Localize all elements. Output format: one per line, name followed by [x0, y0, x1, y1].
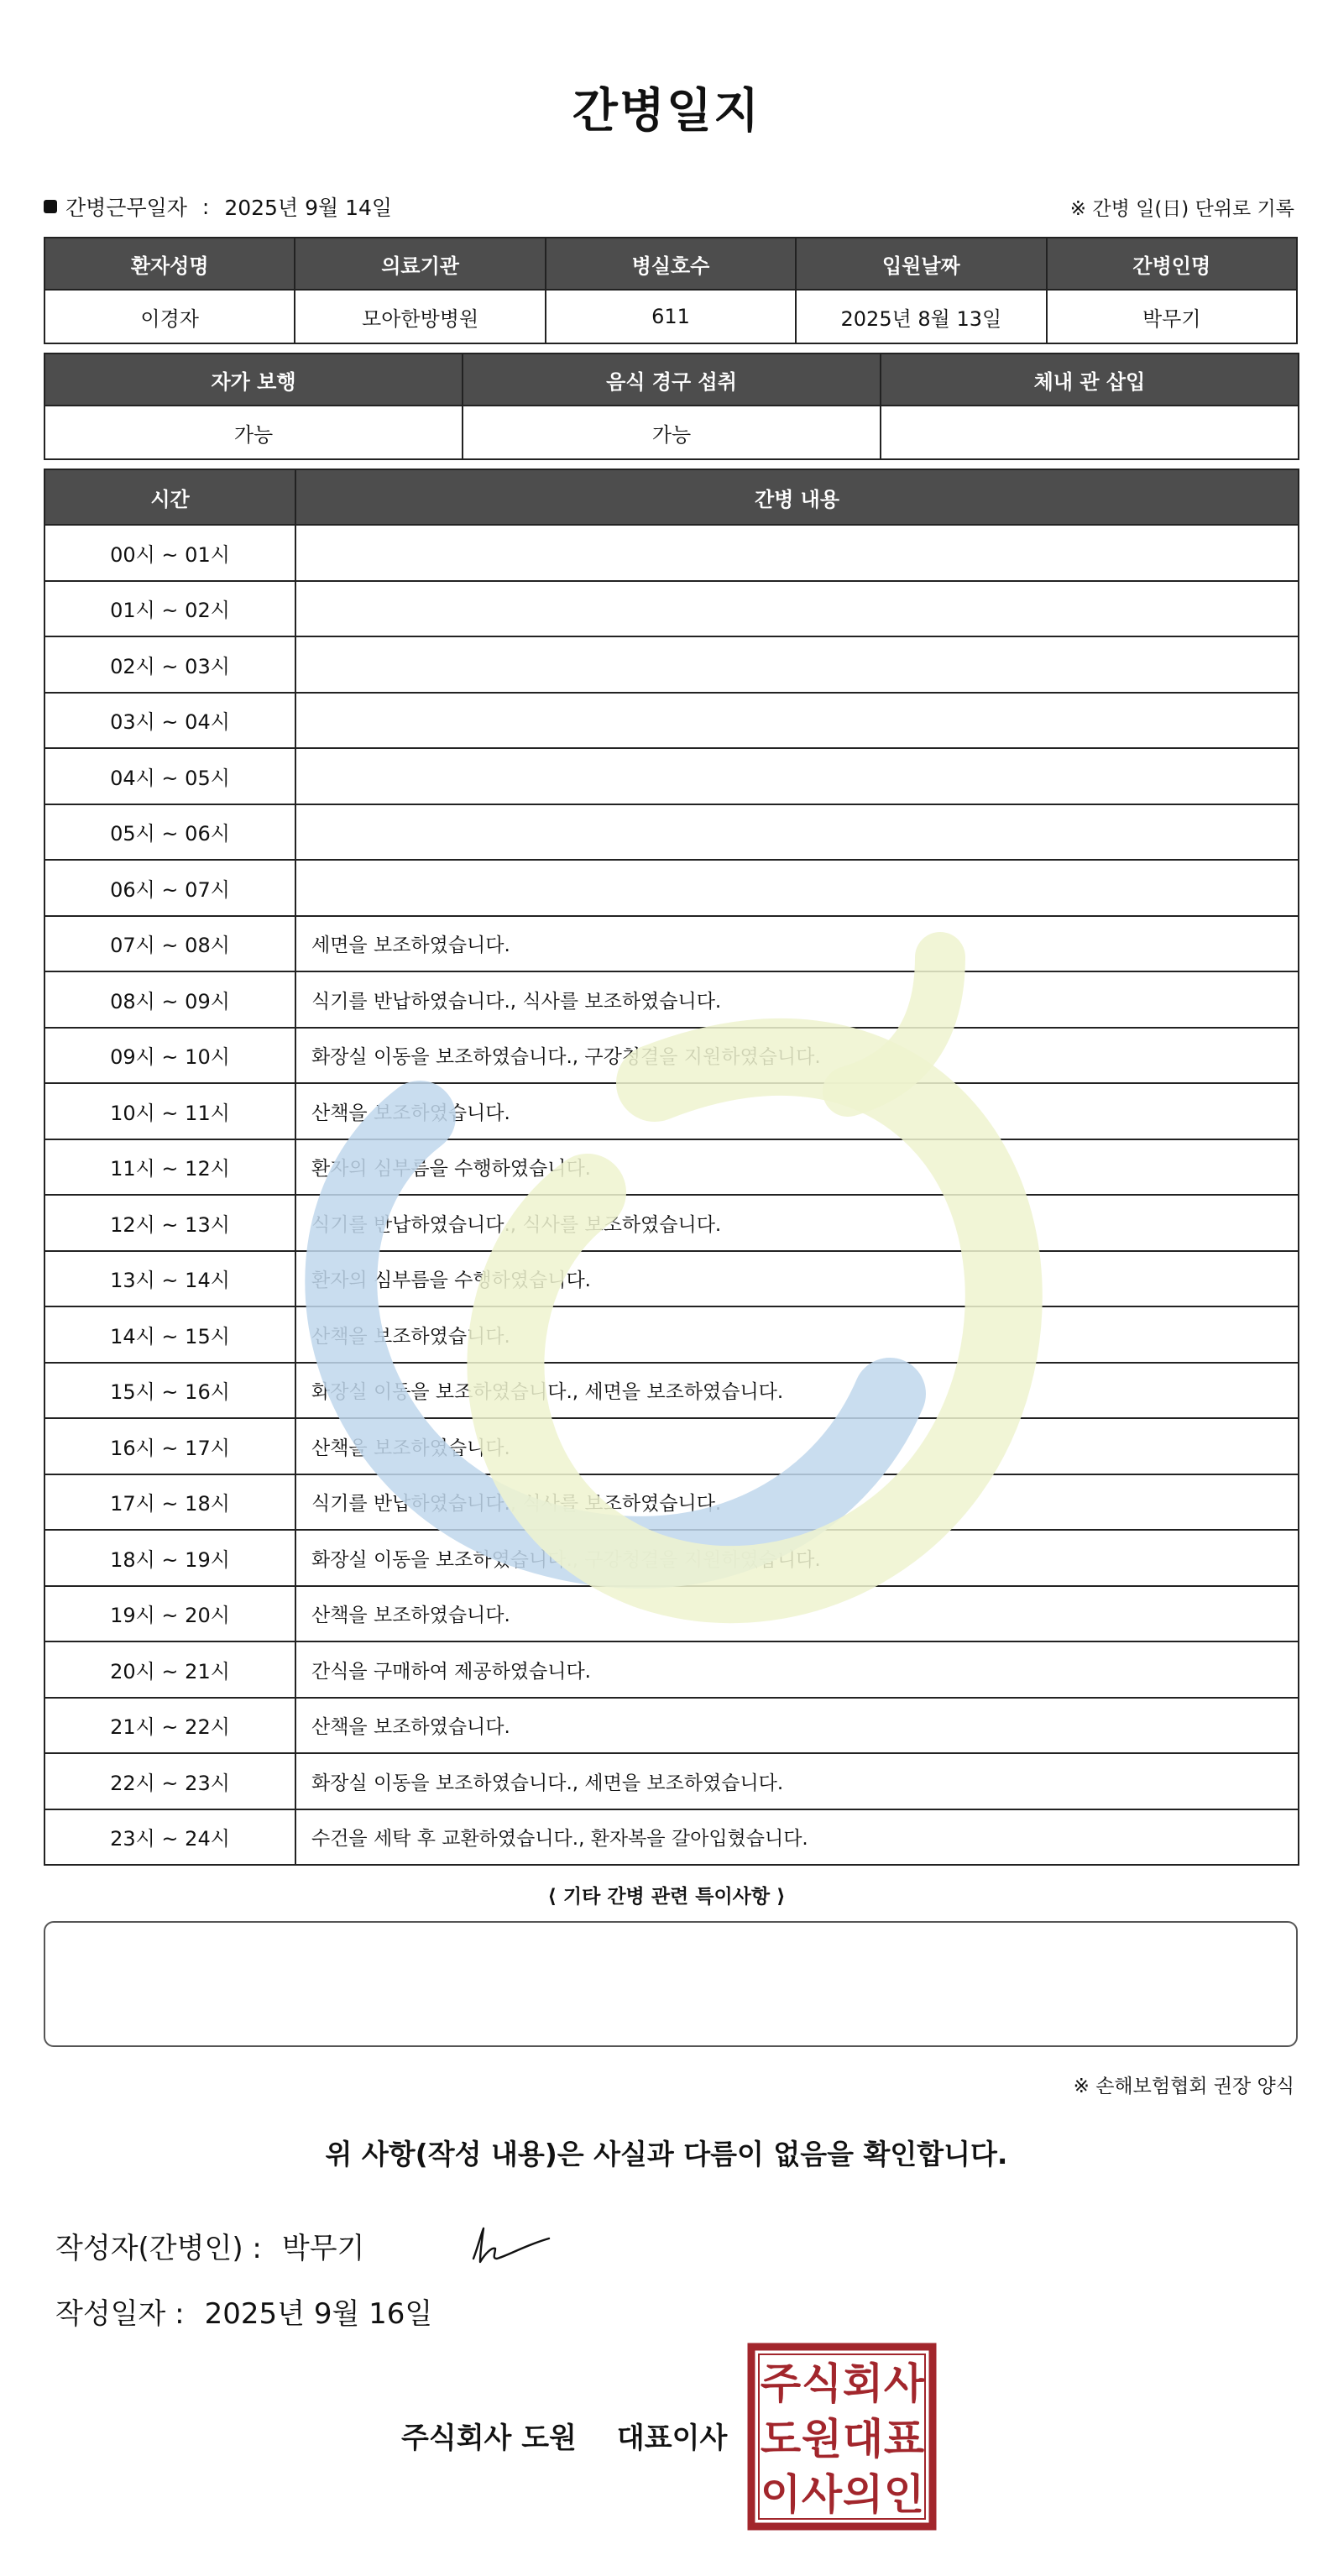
care-log-row	[44, 1641, 1299, 1698]
oral-intake-value: 가능	[463, 406, 881, 459]
log-content: 식기를 반납하였습니다., 식사를 보조하였습니다.	[295, 1195, 1299, 1251]
care-log-row	[44, 525, 1299, 581]
log-time: 10시 ~ 11시	[44, 1083, 295, 1139]
care-log-table	[44, 469, 1299, 1866]
patient-status-value-row	[44, 406, 1299, 459]
care-log-row	[44, 804, 1299, 861]
recommend-note: ※ 손해보험협회 권장 양식	[1073, 2076, 1294, 2097]
log-content: 산책을 보조하였습니다.	[295, 1418, 1299, 1474]
log-content: 환자의 심부름을 수행하였습니다.	[295, 1139, 1299, 1196]
work-date-line	[44, 191, 392, 222]
log-time: 00시 ~ 01시	[44, 525, 295, 581]
room-number: 611	[546, 290, 796, 343]
log-time: 23시 ~ 24시	[44, 1809, 295, 1866]
log-time: 18시 ~ 19시	[44, 1530, 295, 1586]
care-log-row	[44, 748, 1299, 804]
handwritten-signature	[467, 2220, 559, 2267]
log-content: 세면을 보조하였습니다.	[295, 916, 1299, 972]
care-log-row	[44, 1306, 1299, 1363]
patient-name: 이경자	[44, 290, 295, 343]
care-log-row	[44, 971, 1299, 1028]
log-content	[295, 748, 1299, 804]
log-time: 11시 ~ 12시	[44, 1139, 295, 1196]
work-date-value: 2025년 9월 14일	[224, 196, 393, 220]
care-log-row	[44, 1530, 1299, 1586]
care-log-row	[44, 1028, 1299, 1084]
log-time: 14시 ~ 15시	[44, 1306, 295, 1363]
log-time: 13시 ~ 14시	[44, 1251, 295, 1307]
log-time: 16시 ~ 17시	[44, 1418, 295, 1474]
care-log-row	[44, 693, 1299, 749]
confirmation-statement: 위 사항(작성 내용)은 사실과 다름이 없음을 확인합니다.	[325, 2138, 1008, 2170]
written-date-value: 2025년 9월 16일	[204, 2297, 433, 2331]
care-log-row	[44, 916, 1299, 972]
header-self-walking: 자가 보행	[44, 353, 463, 406]
log-content	[295, 525, 1299, 581]
log-time: 08시 ~ 09시	[44, 971, 295, 1028]
log-content	[295, 860, 1299, 916]
seal-character: 원	[801, 2415, 843, 2463]
log-time: 07시 ~ 08시	[44, 916, 295, 972]
log-time: 19시 ~ 20시	[44, 1586, 295, 1642]
header-care-content: 간병 내용	[295, 469, 1299, 525]
log-content	[295, 636, 1299, 693]
self-walking-value: 가능	[44, 406, 463, 459]
seal-character: 표	[883, 2415, 925, 2463]
author-name: 박무기	[281, 2232, 365, 2265]
care-log-row	[44, 1418, 1299, 1474]
care-log-row	[44, 1083, 1299, 1139]
log-content: 식기를 반납하였습니다., 식사를 보조하였습니다.	[295, 1474, 1299, 1531]
care-log-row	[44, 1753, 1299, 1809]
log-time: 21시 ~ 22시	[44, 1698, 295, 1754]
log-content: 환자의 심부름을 수행하였습니다.	[295, 1251, 1299, 1307]
care-log-row	[44, 1809, 1299, 1866]
seal-character: 식	[801, 2359, 843, 2408]
patient-info-header-row	[44, 238, 1297, 290]
log-content: 간식을 구매하여 제공하였습니다.	[295, 1641, 1299, 1698]
care-log-row	[44, 1251, 1299, 1307]
care-log-row	[44, 1139, 1299, 1196]
log-content: 산책을 보조하였습니다.	[295, 1306, 1299, 1363]
company-name: 주식회사 도원	[401, 2422, 577, 2455]
seal-character: 주	[760, 2359, 802, 2408]
patient-info-value-row	[44, 290, 1297, 343]
patient-status-header-row	[44, 353, 1299, 406]
header-hospital: 의료기관	[295, 238, 545, 290]
care-log-row	[44, 581, 1299, 637]
notes-box	[44, 1921, 1298, 2047]
log-time: 09시 ~ 10시	[44, 1028, 295, 1084]
log-content: 산책을 보조하였습니다.	[295, 1698, 1299, 1754]
log-content: 산책을 보조하였습니다.	[295, 1586, 1299, 1642]
log-content: 화장실 이동을 보조하였습니다., 구강청결을 지원하였습니다.	[295, 1530, 1299, 1586]
seal-character: 이	[760, 2470, 802, 2519]
document-title: 간병일지	[572, 84, 761, 139]
log-time: 12시 ~ 13시	[44, 1195, 295, 1251]
seal-character: 도	[760, 2415, 802, 2463]
log-content	[295, 804, 1299, 861]
tube-insertion-value	[881, 406, 1299, 459]
square-bullet-icon	[44, 200, 57, 213]
log-content	[295, 581, 1299, 637]
log-time: 02시 ~ 03시	[44, 636, 295, 693]
header-time: 시간	[44, 469, 295, 525]
care-log-row	[44, 636, 1299, 693]
header-room: 병실호수	[546, 238, 796, 290]
log-content	[295, 693, 1299, 749]
care-log-row	[44, 1195, 1299, 1251]
company-seal-stamp	[747, 2343, 937, 2531]
log-time: 05시 ~ 06시	[44, 804, 295, 861]
header-admission-date: 입원날짜	[796, 238, 1046, 290]
log-time: 20시 ~ 21시	[44, 1641, 295, 1698]
care-log-row	[44, 1586, 1299, 1642]
seal-character: 인	[883, 2470, 925, 2519]
log-time: 06시 ~ 07시	[44, 860, 295, 916]
care-log-body	[44, 525, 1299, 1865]
care-log-row	[44, 1363, 1299, 1419]
log-time: 22시 ~ 23시	[44, 1753, 295, 1809]
log-content: 화장실 이동을 보조하였습니다., 구강청결을 지원하였습니다.	[295, 1028, 1299, 1084]
company-title: 대표이사	[616, 2422, 728, 2455]
log-time: 03시 ~ 04시	[44, 693, 295, 749]
log-content: 화장실 이동을 보조하였습니다., 세면을 보조하였습니다.	[295, 1753, 1299, 1809]
caregiver-name: 박무기	[1047, 290, 1297, 343]
unit-note: ※ 간병 일(日) 단위로 기록	[1069, 198, 1294, 220]
header-caregiver-name: 간병인명	[1047, 238, 1297, 290]
log-time: 17시 ~ 18시	[44, 1474, 295, 1531]
log-content: 식기를 반납하였습니다., 식사를 보조하였습니다.	[295, 971, 1299, 1028]
patient-info-table	[44, 237, 1298, 344]
seal-character: 사	[883, 2359, 925, 2408]
log-content: 산책을 보조하였습니다.	[295, 1083, 1299, 1139]
log-content: 화장실 이동을 보조하였습니다., 세면을 보조하였습니다.	[295, 1363, 1299, 1419]
company-line	[401, 2415, 727, 2456]
seal-character: 의	[842, 2470, 884, 2519]
seal-character: 대	[842, 2415, 884, 2463]
work-date-label: 간병근무일자	[65, 196, 187, 220]
author-label: 작성자(간병인) :	[55, 2232, 262, 2265]
header-oral-intake: 음식 경구 섭취	[463, 353, 881, 406]
author-line	[55, 2225, 364, 2266]
seal-character: 회	[842, 2359, 884, 2408]
hospital-name: 모아한방병원	[295, 290, 545, 343]
care-log-row	[44, 1698, 1299, 1754]
notes-title: ⟨ 기타 간병 관련 특이사항 ⟩	[547, 1886, 786, 1908]
care-log-row	[44, 1474, 1299, 1531]
seal-character: 사	[801, 2470, 843, 2519]
header-tube-insertion: 체내 관 삽입	[881, 353, 1299, 406]
patient-status-table	[44, 353, 1299, 460]
written-date-line	[55, 2291, 432, 2332]
care-log-row	[44, 860, 1299, 916]
log-content: 수건을 세탁 후 교환하였습니다., 환자복을 갈아입혔습니다.	[295, 1809, 1299, 1866]
work-date-colon: :	[201, 194, 210, 219]
written-date-label: 작성일자 :	[55, 2297, 185, 2331]
log-time: 15시 ~ 16시	[44, 1363, 295, 1419]
log-time: 01시 ~ 02시	[44, 581, 295, 637]
care-log-header-row	[44, 469, 1299, 525]
admission-date: 2025년 8월 13일	[796, 290, 1046, 343]
header-patient-name: 환자성명	[44, 238, 295, 290]
log-time: 04시 ~ 05시	[44, 748, 295, 804]
